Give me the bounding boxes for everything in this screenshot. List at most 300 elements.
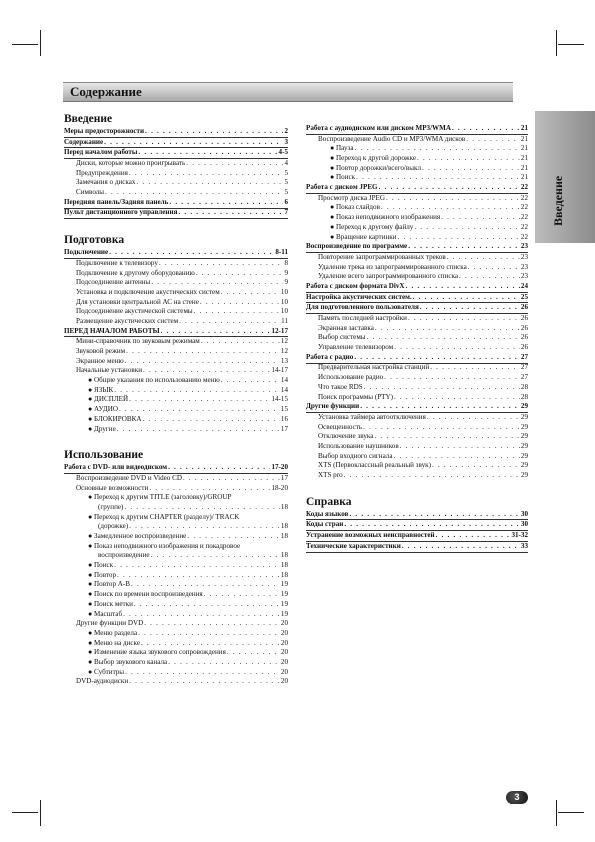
toc-entry bbox=[64, 307, 288, 317]
dot-leader bbox=[468, 263, 520, 273]
dot-leader bbox=[129, 395, 270, 405]
toc-entry-page: 18 bbox=[280, 502, 288, 511]
dot-leader bbox=[414, 223, 520, 233]
toc-entry-title: Удаление трека из запрограммированного списка bbox=[318, 262, 467, 271]
toc-entry bbox=[64, 405, 288, 415]
toc-entry bbox=[64, 677, 288, 687]
dot-leader bbox=[379, 183, 520, 193]
toc-entry bbox=[64, 639, 288, 649]
toc-entry-page: 30 bbox=[520, 520, 528, 529]
crop-mark bbox=[12, 812, 38, 813]
toc-entry bbox=[64, 522, 288, 532]
toc-entry-title: Меры предосторожности bbox=[64, 126, 145, 135]
toc-entry-page: 12 bbox=[280, 347, 288, 356]
toc-entry-title: Подключение bbox=[64, 248, 109, 257]
side-tab-label: Введение bbox=[551, 175, 565, 226]
toc-entry-page: 29 bbox=[520, 422, 528, 431]
toc-entry bbox=[306, 164, 528, 174]
toc-entry bbox=[306, 423, 528, 433]
dot-leader bbox=[200, 298, 280, 308]
toc-entry-title: Работа с диском формата DivX bbox=[306, 281, 405, 290]
toc-entry-title: Что такое RDS bbox=[318, 382, 363, 391]
toc-entry bbox=[64, 317, 288, 327]
toc-entry-main bbox=[64, 209, 288, 220]
toc-entry bbox=[64, 259, 288, 269]
toc-entry-page: 23 bbox=[520, 252, 528, 261]
toc-entry-main bbox=[64, 327, 288, 338]
toc-entry-main bbox=[306, 542, 528, 553]
toc-entry-page: 14 bbox=[280, 376, 288, 385]
toc-entry-page: 13 bbox=[280, 356, 288, 365]
toc-entry bbox=[64, 347, 288, 357]
toc-entry-title: Повторение запрограммированных треков bbox=[318, 252, 446, 261]
toc-entry-title: ● Переход к другому файлу bbox=[330, 222, 414, 231]
toc-entry-title: ● ЯЗЫК bbox=[88, 385, 114, 394]
dot-leader bbox=[422, 164, 520, 174]
toc-entry-title: ● Переход к другим TITLE (заголовку)/GROUP bbox=[88, 493, 232, 502]
dot-leader bbox=[201, 337, 280, 347]
toc-entry-title: ● Переход к другим CHAPTER (разделу)/ TRACK bbox=[88, 512, 240, 521]
toc-entry-page: 26 bbox=[520, 343, 528, 352]
toc-entry-page: 21 bbox=[520, 163, 528, 172]
toc-entry bbox=[306, 452, 528, 462]
toc-entry bbox=[306, 154, 528, 164]
dot-leader bbox=[104, 138, 283, 148]
toc-entry bbox=[64, 581, 288, 591]
toc-entry-title: Воспроизведение Audio CD и MP3/WMA дисков bbox=[318, 134, 466, 143]
toc-entry-title: Замечания о дисках bbox=[76, 178, 136, 187]
dot-leader bbox=[143, 366, 270, 376]
toc-entry-main bbox=[64, 148, 288, 159]
toc-entry-title: Диски, которые можно проигрывать bbox=[76, 159, 186, 168]
toc-entry-title: Перед началом работы bbox=[64, 148, 138, 157]
toc-entry bbox=[306, 442, 528, 452]
dot-leader bbox=[134, 600, 280, 610]
toc-entry-title: Удаление всего запрограммированного списка bbox=[318, 272, 458, 281]
dot-leader bbox=[194, 307, 280, 317]
toc-entry bbox=[64, 396, 288, 406]
spacer bbox=[64, 219, 288, 233]
toc-entry-title: ● Масштаб bbox=[88, 609, 123, 618]
dot-leader bbox=[196, 269, 284, 279]
dot-leader bbox=[364, 383, 520, 393]
toc-entry-main bbox=[306, 293, 528, 304]
toc-entry-title: DVD-аудиодиски bbox=[76, 677, 129, 686]
toc-entry bbox=[64, 357, 288, 367]
toc-entry bbox=[64, 571, 288, 581]
dot-leader bbox=[344, 520, 520, 530]
toc-entry-title: Подсоединение акустической системы bbox=[76, 307, 193, 316]
toc-entry-title: Размещение акустических систем bbox=[76, 316, 179, 325]
toc-entry-title: ● Изменение языка звукового сопровождения bbox=[88, 648, 226, 657]
dot-leader bbox=[144, 619, 280, 629]
dot-leader bbox=[384, 373, 520, 383]
spacer bbox=[306, 481, 528, 495]
toc-entry bbox=[306, 343, 528, 353]
toc-entry-page: 4-5 bbox=[278, 148, 288, 157]
page-title: Содержание bbox=[70, 84, 142, 99]
crop-mark bbox=[12, 44, 38, 45]
section-heading: Использование bbox=[64, 449, 144, 462]
toc-entry-main bbox=[306, 510, 528, 521]
toc-entry bbox=[306, 383, 528, 393]
toc-entry-page: 9 bbox=[284, 268, 288, 277]
dot-leader bbox=[145, 127, 283, 137]
toc-entry-page: 22 bbox=[520, 183, 528, 192]
toc-entry-title: ● Вращение картинки bbox=[330, 232, 397, 241]
dot-leader bbox=[161, 327, 271, 337]
dot-leader bbox=[178, 208, 283, 218]
toc-entry bbox=[64, 484, 288, 494]
toc-entry-page: 7 bbox=[284, 208, 288, 217]
toc-entry bbox=[64, 188, 288, 198]
toc-left-column bbox=[64, 112, 288, 687]
toc-entry bbox=[306, 253, 528, 263]
toc-entry-title: XTS pro bbox=[318, 471, 343, 480]
toc-entry bbox=[64, 629, 288, 639]
dot-leader bbox=[168, 658, 280, 668]
toc-entry-page: 22 bbox=[520, 193, 528, 202]
toc-entry-page: 26 bbox=[520, 314, 528, 323]
toc-entry-title: Коды языков bbox=[306, 509, 349, 518]
toc-entry-main bbox=[64, 463, 288, 474]
toc-entry-page: 29 bbox=[520, 471, 528, 480]
toc-entry-title: ● Повтор bbox=[88, 570, 117, 579]
header-banner bbox=[63, 82, 513, 102]
toc-entry-title: ● Поиск метки bbox=[88, 599, 133, 608]
toc-entry-title: Другие функции DVD bbox=[76, 619, 144, 628]
toc-entry-page: 30 bbox=[520, 509, 528, 518]
toc-entry-title: Предварительная настройка станций bbox=[318, 363, 430, 372]
dot-leader bbox=[381, 203, 520, 213]
toc-entry bbox=[306, 393, 528, 403]
toc-entry-page: 15 bbox=[280, 405, 288, 414]
toc-entry-title: ● Показ неподвижного изображения и покадровое bbox=[88, 541, 241, 550]
toc-entry-title: Воспроизведение DVD и Video CD bbox=[76, 473, 182, 482]
toc-entry-title: воспроизведение bbox=[98, 551, 150, 560]
toc-entry-page: 25 bbox=[520, 292, 528, 301]
toc-entry-page: 10 bbox=[280, 307, 288, 316]
toc-entry bbox=[306, 432, 528, 442]
dot-leader bbox=[400, 442, 520, 452]
dot-leader bbox=[131, 580, 280, 590]
toc-entry-page: 14 bbox=[280, 385, 288, 394]
toc-entry-title: Коды стран bbox=[306, 520, 344, 529]
toc-entry bbox=[64, 169, 288, 179]
toc-entry-page: 19 bbox=[280, 580, 288, 589]
toc-entry-page: 28 bbox=[520, 382, 528, 391]
dot-leader bbox=[187, 532, 280, 542]
crop-mark bbox=[40, 800, 41, 826]
toc-entry-title: Отключение звука bbox=[318, 432, 374, 441]
toc-entry-page: 27 bbox=[520, 363, 528, 372]
dot-leader bbox=[117, 571, 280, 581]
toc-entry-page: 28 bbox=[520, 392, 528, 401]
toc-entry-page: 26 bbox=[520, 323, 528, 332]
toc-entry-main bbox=[306, 520, 528, 531]
toc-entry bbox=[306, 471, 528, 481]
toc-entry-title: Другие функции bbox=[306, 402, 360, 411]
toc-entry bbox=[306, 194, 528, 204]
toc-entry-title: ● АУДИО bbox=[88, 405, 118, 414]
toc-entry-main bbox=[64, 138, 288, 149]
toc-entry-page: 8 bbox=[284, 258, 288, 267]
dot-leader bbox=[408, 314, 520, 324]
dot-leader bbox=[124, 503, 280, 513]
toc-entry-title: Подсоединение антенны bbox=[76, 278, 151, 287]
toc-entry-title: Освещенность bbox=[318, 422, 363, 431]
dot-leader bbox=[125, 668, 280, 678]
toc-entry-page: 12 bbox=[280, 337, 288, 346]
toc-entry-title: Использование наушников bbox=[318, 441, 399, 450]
toc-entry-title: ● Переход к другой дорожке bbox=[330, 154, 417, 163]
toc-entry-page: 20 bbox=[280, 628, 288, 637]
toc-entry bbox=[64, 551, 288, 561]
dot-leader bbox=[432, 461, 520, 471]
toc-entry bbox=[306, 324, 528, 334]
toc-entry-main bbox=[306, 183, 528, 194]
toc-entry-title: Экранная заставка bbox=[318, 323, 374, 332]
toc-entry-page: 3 bbox=[284, 137, 288, 146]
toc-entry-page: 18 bbox=[280, 551, 288, 560]
toc-entry-main bbox=[64, 127, 288, 138]
side-tab bbox=[535, 111, 595, 243]
toc-entry-main bbox=[306, 303, 528, 314]
dot-leader bbox=[367, 333, 520, 343]
toc-entry-main bbox=[306, 402, 528, 413]
toc-entry-title: ● Поиск bbox=[88, 561, 114, 570]
dot-leader bbox=[119, 405, 280, 415]
toc-entry-title: ● Поиск bbox=[330, 173, 356, 182]
toc-entry-page: 20 bbox=[280, 648, 288, 657]
toc-entry-title: Подключение к телевизору bbox=[76, 258, 158, 267]
toc-entry-page: 31-32 bbox=[511, 531, 528, 540]
dot-leader bbox=[398, 233, 520, 243]
toc-entry-main bbox=[306, 353, 528, 364]
toc-entry bbox=[306, 213, 528, 223]
toc-entry-title: Предупреждения bbox=[76, 168, 128, 177]
dot-leader bbox=[125, 357, 280, 367]
toc-entry-page: 22 bbox=[520, 232, 528, 241]
toc-entry-page: 20 bbox=[280, 638, 288, 647]
toc-entry bbox=[64, 648, 288, 658]
toc-entry bbox=[64, 425, 288, 435]
toc-entry-page: 22 bbox=[520, 213, 528, 222]
toc-entry-title: Звуковой режим bbox=[76, 347, 126, 356]
toc-entry bbox=[64, 668, 288, 678]
dot-leader bbox=[109, 248, 274, 258]
section-heading: Введение bbox=[64, 113, 113, 125]
toc-entry-title: ● Пауза bbox=[330, 144, 354, 153]
toc-right-column bbox=[306, 124, 528, 553]
dot-leader bbox=[459, 272, 520, 282]
toc-entry bbox=[64, 619, 288, 629]
dot-leader bbox=[126, 347, 280, 357]
toc-entry-page: 21 bbox=[520, 134, 528, 143]
toc-entry bbox=[64, 590, 288, 600]
dot-leader bbox=[149, 484, 270, 494]
toc-entry-page: 22 bbox=[520, 203, 528, 212]
toc-entry bbox=[64, 503, 288, 513]
toc-entry-page: 17 bbox=[280, 473, 288, 482]
toc-entry-title: ● Меню на диске bbox=[88, 638, 140, 647]
toc-entry-main bbox=[306, 242, 528, 253]
toc-entry-main bbox=[306, 124, 528, 135]
toc-entry-title: Содержание bbox=[64, 137, 104, 146]
dot-leader bbox=[394, 343, 520, 353]
toc-entry-page: 19 bbox=[280, 590, 288, 599]
toc-entry-title: Начальные установки bbox=[76, 366, 142, 375]
toc-entry bbox=[64, 532, 288, 542]
dot-leader bbox=[452, 124, 520, 134]
toc-entry-page: 5 bbox=[284, 168, 288, 177]
toc-entry-page: 6 bbox=[284, 197, 288, 206]
toc-entry-title: Настройка акустических систем. bbox=[306, 292, 412, 301]
toc-entry-page: 20 bbox=[280, 667, 288, 676]
toc-entry-title: Установка и подключение акустических систем bbox=[76, 287, 220, 296]
toc-entry bbox=[306, 233, 528, 243]
toc-entry-page: 11 bbox=[281, 316, 288, 325]
toc-entry bbox=[64, 542, 288, 552]
toc-entry-page: 18-20 bbox=[271, 483, 288, 492]
toc-entry-page: 16 bbox=[280, 414, 288, 423]
toc-entry-page: 23 bbox=[520, 262, 528, 271]
toc-entry bbox=[306, 461, 528, 471]
toc-entry-title: Управление телевизором bbox=[318, 343, 394, 352]
toc-entry-title: ● Субтитры bbox=[88, 667, 125, 676]
dot-leader bbox=[394, 452, 520, 462]
toc-entry-page: 18 bbox=[280, 561, 288, 570]
toc-entry-page: 18 bbox=[280, 522, 288, 531]
toc-entry-title: Поиск программы (PTY) bbox=[318, 392, 393, 401]
toc-entry-main bbox=[306, 531, 528, 542]
toc-entry-page: 12-17 bbox=[271, 326, 288, 335]
dot-leader bbox=[151, 278, 283, 288]
toc-entry-page: 20 bbox=[280, 657, 288, 666]
toc-entry-title: Память последней настройки bbox=[318, 314, 407, 323]
toc-entry-page: 17 bbox=[280, 424, 288, 433]
toc-entry-title: Передняя панель/Задняя панель bbox=[64, 197, 169, 206]
toc-entry-page: 18 bbox=[280, 570, 288, 579]
section-heading: Подготовка bbox=[64, 234, 125, 247]
toc-entry-title: ● Замедленное воспроизведение bbox=[88, 532, 187, 541]
dot-leader bbox=[360, 402, 520, 412]
toc-entry bbox=[64, 159, 288, 169]
toc-entry bbox=[306, 144, 528, 154]
toc-entry bbox=[64, 278, 288, 288]
toc-entry-page: 29 bbox=[520, 451, 528, 460]
dot-leader bbox=[105, 188, 283, 198]
toc-entry-title: Основные возможности bbox=[76, 483, 149, 492]
dot-leader bbox=[138, 629, 280, 639]
toc-entry-title: Экранное меню bbox=[76, 356, 124, 365]
toc-entry bbox=[306, 314, 528, 324]
toc-entry-page: 4 bbox=[284, 159, 288, 168]
toc-entry bbox=[64, 513, 288, 523]
dot-leader bbox=[138, 148, 277, 158]
toc-entry-title: ПЕРЕД НАЧАЛОМ РАБОТЫ bbox=[64, 326, 160, 335]
toc-entry bbox=[64, 493, 288, 503]
toc-entry-title: Работа с диском JPEG bbox=[306, 183, 378, 192]
toc-entry bbox=[306, 373, 528, 383]
dot-leader bbox=[117, 425, 280, 435]
toc-entry bbox=[64, 561, 288, 571]
crop-mark bbox=[556, 800, 557, 826]
toc-entry-title: ● ДИСПЛЕЙ bbox=[88, 395, 129, 404]
dot-leader bbox=[402, 542, 520, 552]
toc-entry-main bbox=[306, 282, 528, 293]
toc-entry-main bbox=[64, 198, 288, 209]
toc-entry-title: ● Повтор A-B bbox=[88, 580, 130, 589]
toc-entry bbox=[306, 173, 528, 183]
toc-entry bbox=[64, 298, 288, 308]
section-heading: Справка bbox=[306, 495, 352, 508]
toc-entry-title: Устранение возможных неисправностей bbox=[306, 531, 435, 540]
toc-entry-title: ● Показ слайдов bbox=[330, 203, 380, 212]
dot-leader bbox=[141, 639, 280, 649]
toc-entry bbox=[64, 337, 288, 347]
toc-entry-title: Мини-справочник по звуковым режимам bbox=[76, 337, 200, 346]
toc-entry bbox=[64, 415, 288, 425]
toc-entry-title: Символы bbox=[76, 188, 105, 197]
dot-leader bbox=[169, 198, 283, 208]
dot-leader bbox=[430, 363, 520, 373]
dot-leader bbox=[142, 415, 279, 425]
toc-entry bbox=[64, 288, 288, 298]
toc-entry-page: 23 bbox=[520, 272, 528, 281]
toc-entry-page: 14-17 bbox=[271, 366, 288, 375]
toc-entry bbox=[306, 364, 528, 374]
toc-entry bbox=[64, 178, 288, 188]
toc-entry-title: XTS (Первоклассный реальный звук) bbox=[318, 461, 431, 470]
toc-entry bbox=[64, 474, 288, 484]
toc-entry-title: Использование радио bbox=[318, 373, 384, 382]
dot-leader bbox=[227, 648, 280, 658]
toc-entry-title: ● Меню раздела bbox=[88, 628, 138, 637]
dot-leader bbox=[204, 590, 280, 600]
toc-entry-page: 21 bbox=[520, 154, 528, 163]
toc-entry bbox=[64, 600, 288, 610]
toc-entry bbox=[306, 272, 528, 282]
dot-leader bbox=[363, 423, 520, 433]
dot-leader bbox=[408, 242, 520, 252]
dot-leader bbox=[344, 471, 520, 481]
toc-entry-title: ● Показ неподвижного изображения bbox=[330, 213, 441, 222]
toc-entry-page: 24 bbox=[520, 281, 528, 290]
toc-entry-page: 19 bbox=[280, 599, 288, 608]
dot-leader bbox=[186, 159, 283, 169]
toc-entry-title: ● Повтор дорожки/всего/выкл bbox=[330, 163, 422, 172]
toc-entry-page: 9 bbox=[284, 278, 288, 287]
toc-entry bbox=[306, 204, 528, 214]
toc-entry-title: Просмотр диска JPEG bbox=[318, 193, 385, 202]
toc-entry bbox=[306, 223, 528, 233]
toc-entry-title: ● Другие bbox=[88, 424, 116, 433]
toc-entry-title: Воспроизведение по программе bbox=[306, 242, 408, 251]
toc-entry-page: 27 bbox=[520, 373, 528, 382]
dot-leader bbox=[221, 376, 280, 386]
toc-entry-page: 17-20 bbox=[271, 463, 288, 472]
toc-entry-title: Пульт дистанционного управления bbox=[64, 208, 178, 217]
toc-entry-page: 5 bbox=[284, 188, 288, 197]
dot-leader bbox=[114, 561, 280, 571]
dot-leader bbox=[447, 253, 520, 263]
toc-entry-title: ● Общие указания по использованию меню bbox=[88, 376, 220, 385]
toc-entry bbox=[64, 366, 288, 376]
dot-leader bbox=[413, 293, 520, 303]
toc-entry bbox=[306, 333, 528, 343]
toc-entry-title: (группе) bbox=[98, 502, 124, 511]
